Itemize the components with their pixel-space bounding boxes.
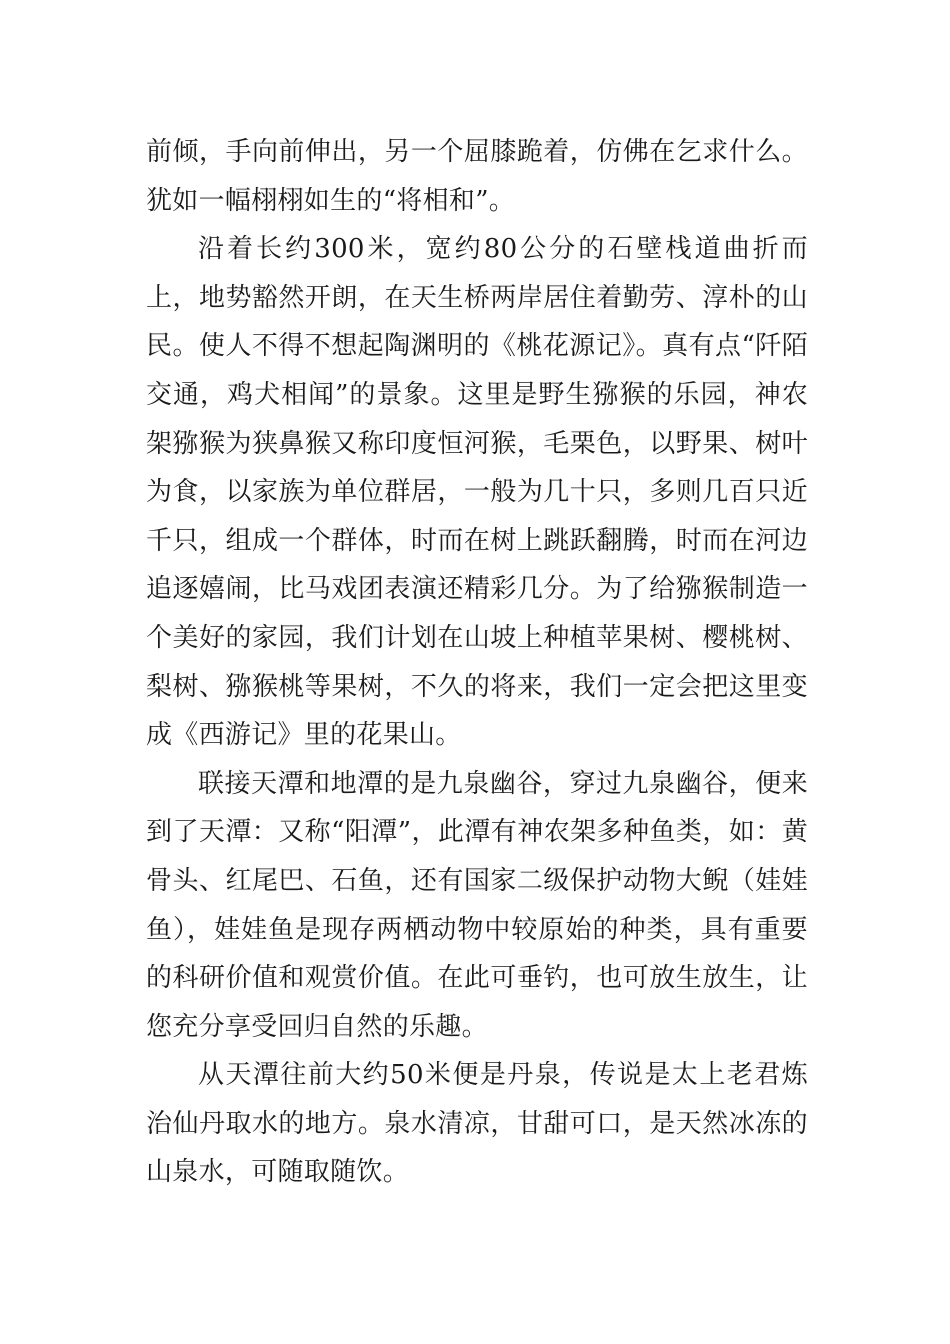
paragraph-3: 联接天潭和地潭的是九泉幽谷，穿过九泉幽谷，便来到了天潭：又称“阳潭”，此潭有神农架多种鱼类，如：黄骨头、红尾巴、石鱼，还有国家二级保护动物大鲵（娃娃鱼），娃娃鱼是现存两栖动物中较原始的种类，具有重要的科研价值和观赏价值。在此可垂钓，也可放生放生，让您充分享受回归自然的乐趣。 [146,768,808,1042]
paragraph-2: 沿着长约300米，宽约80公分的石壁栈道曲折而上，地势豁然开朗，在天生桥两岸居住着勤劳、淳朴的山民。使人不得不想起陶渊明的《桃花源记》。真有点“阡陌交通，鸡犬相闻”的景象。这里是野生猕猴的乐园，神农架猕猴为狭鼻猴又称印度恒河猴，毛栗色，以野果、树叶为食，以家族为单位群居，一般为几十只，多则几百只近千只，组成一个群体，时而在树上跳跃翻腾，时而在河边追逐嬉闹，比马戏团表演还精彩几分。为了给猕猴制造一个美好的家园，我们计划在山坡上种植苹果树、樱桃树、梨树、猕猴桃等果树，不久的将来，我们一定会把这里变成《西游记》里的花果山。 [146,234,808,751]
document-body [146,128,808,1197]
paragraph-1: 前倾，手向前伸出，另一个屈膝跪着，仿佛在乞求什么。犹如一幅栩栩如生的“将相和”。 [146,137,808,216]
paragraph-4: 从天潭往前大约50米便是丹泉，传说是太上老君炼治仙丹取水的地方。泉水清凉，甘甜可口，是天然冰冻的山泉水，可随取随饮。 [146,1060,808,1188]
